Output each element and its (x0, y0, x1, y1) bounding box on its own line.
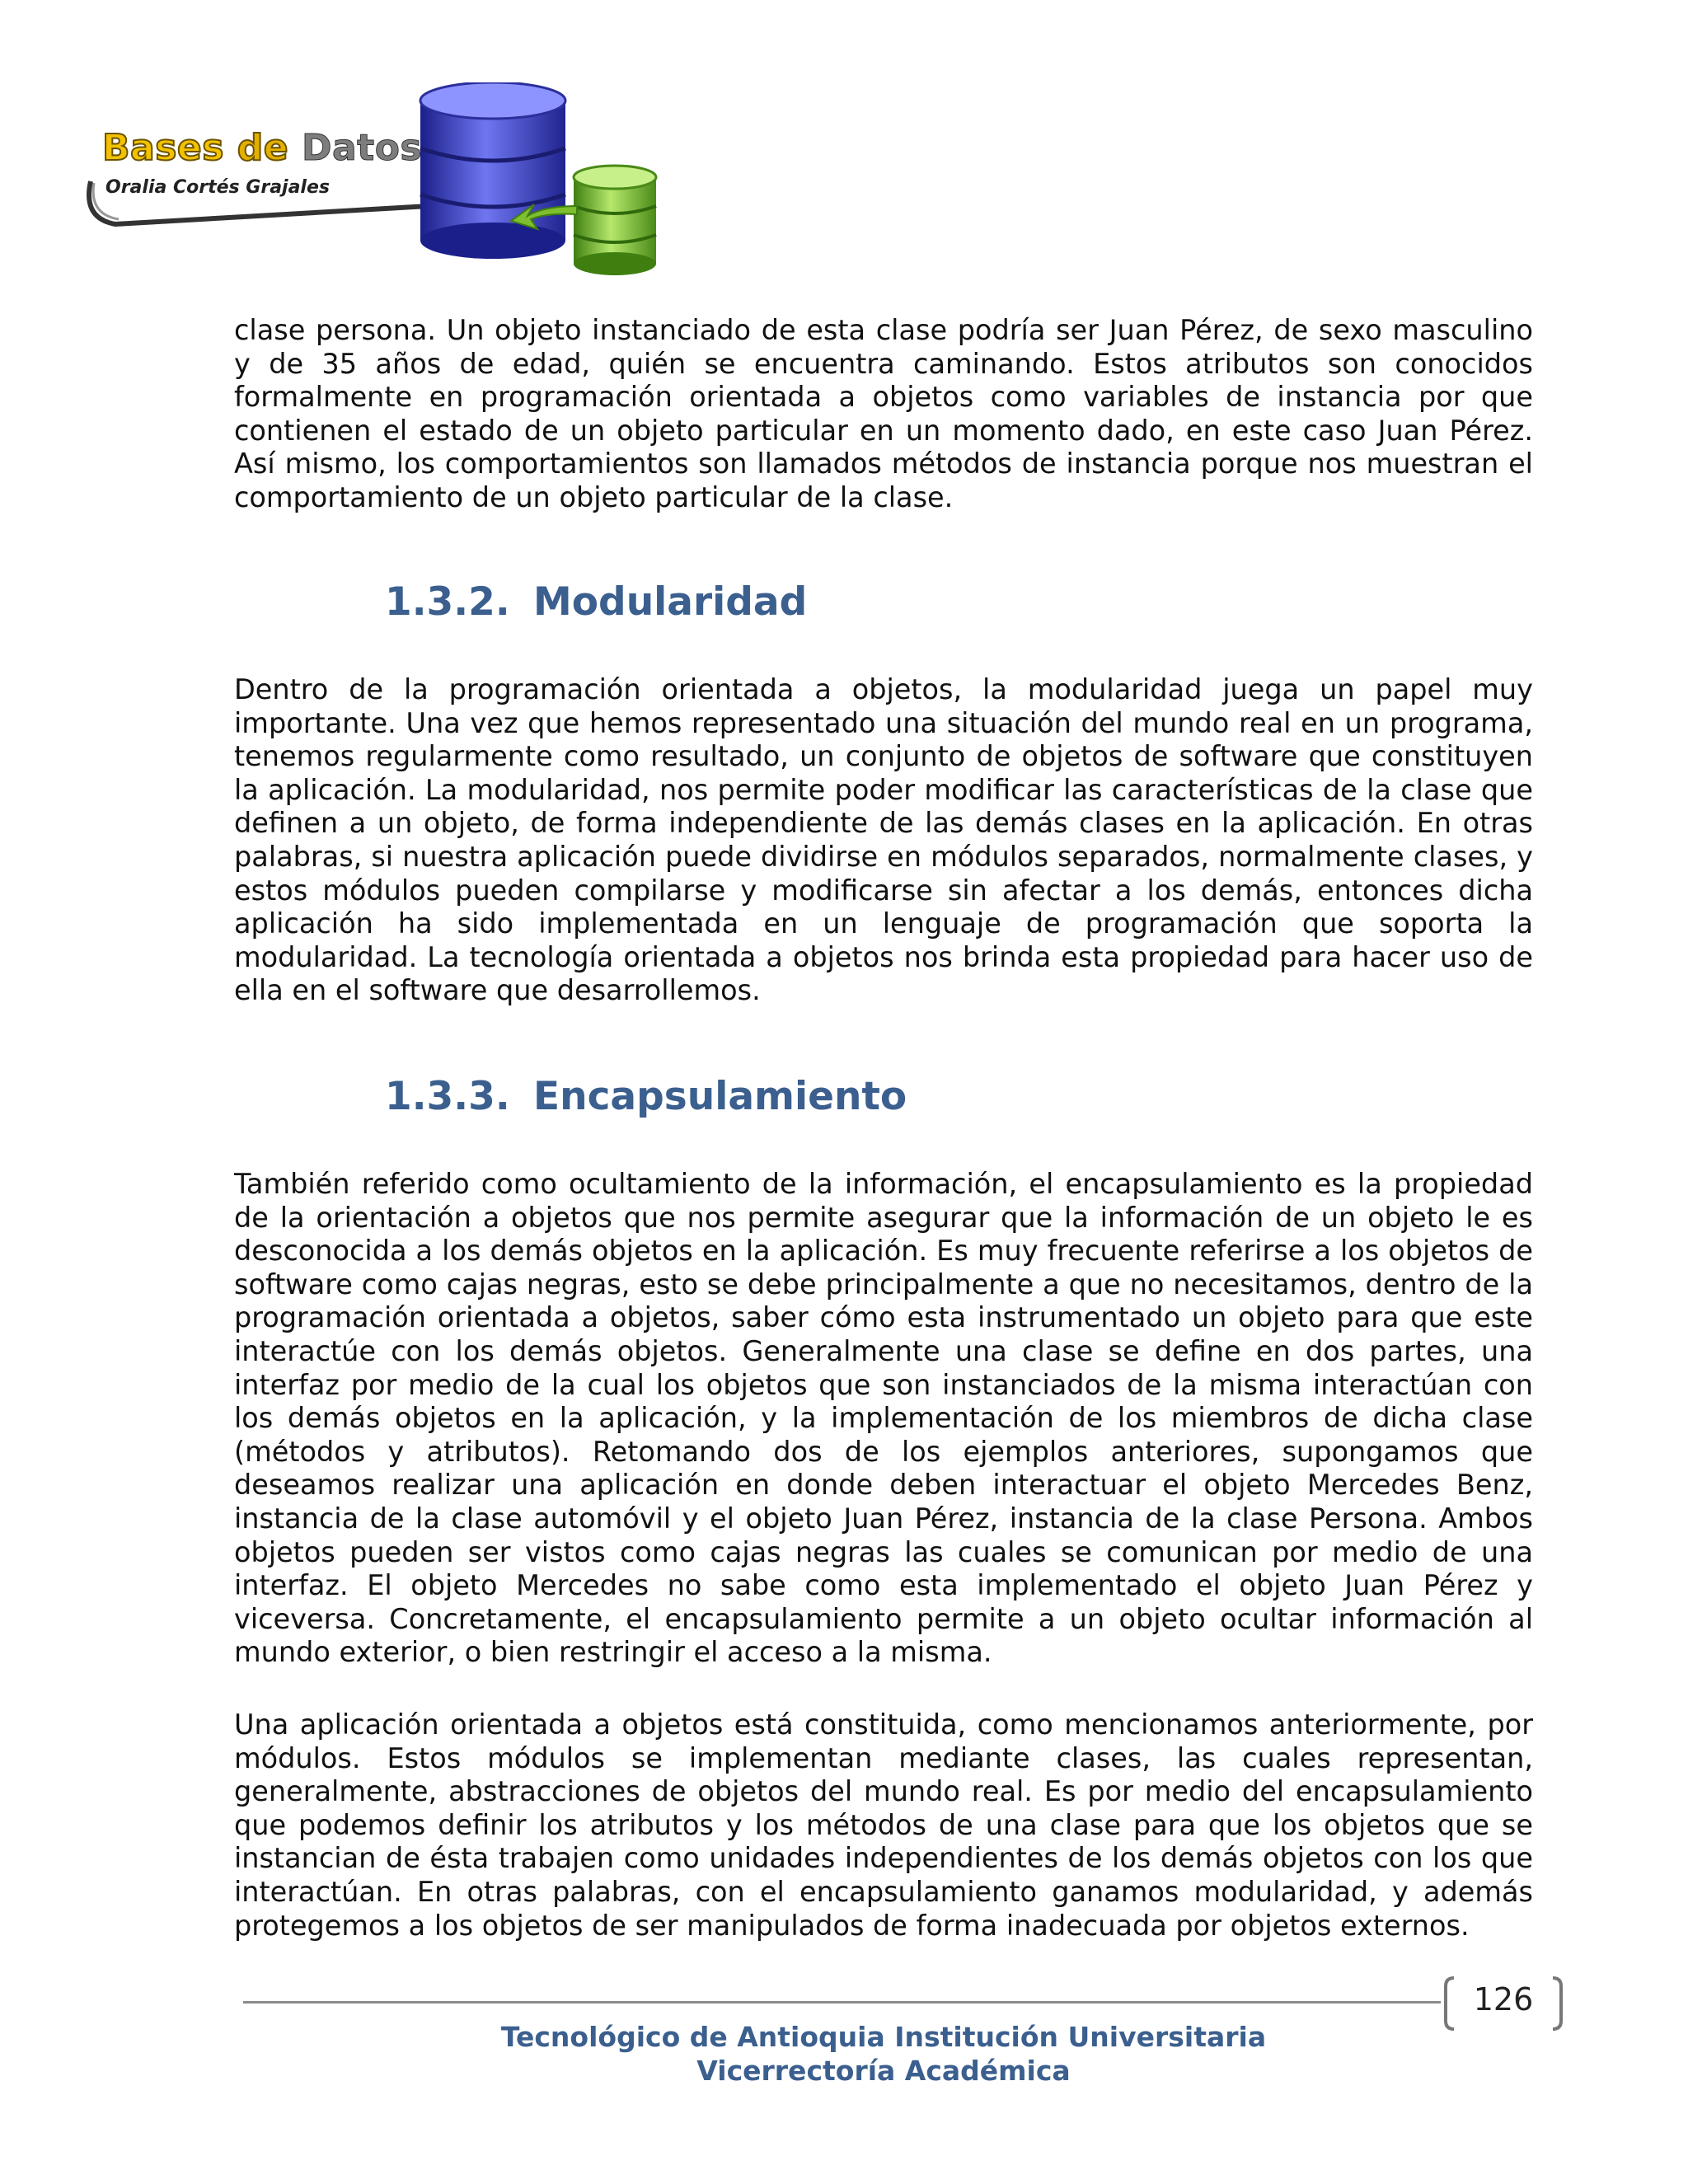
section-title: Modularidad (533, 579, 808, 625)
logo-word-2: de (237, 127, 289, 169)
header-logo (82, 82, 676, 280)
logo-title (102, 127, 422, 169)
footer-institution: Tecnológico de Antioquia Institución Universitaria (500, 2021, 1267, 2053)
encapsulamiento-paragraph-2: Una aplicación orientada a objetos está constituida, como mencionamos anteriormente, por módulos. Estos módulos se implementan mediante clases, las cuales representan, generalmente, abstracciones de objetos del mundo real. Es por medio del encapsulamiento que podemos definir los atributos y los métodos de una clase para que los objetos que se instancian de ésta trabajen como unidades independientes de los demás objetos con los que interactúan. En otras palabras, con el encapsulamiento ganamos modularidad, y además protegemos a los objetos de ser manipulados de forma inadecuada por objetos externos. (234, 1708, 1533, 1942)
encapsulamiento-paragraph-1: También referido como ocultamiento de la información, el encapsulamiento es la propiedad de la orientación a objetos que nos permite asegurar que la información de un objeto le es desconocida a los demás objetos en la aplicación. Es muy frecuente referirse a los objetos de software como cajas negras, esto se debe principalmente a que no necesitamos, dentro de la programación orientada a objetos, saber cómo esta instrumentado un objeto para que este interactúe con los demás objetos. Generalmente una clase se define en dos partes, una interfaz por medio de la cual los objetos que son instanciados de la misma interactúan con los demás objetos en la aplicación, y la implementación de los miembros de dicha clase (métodos y atributos). Retomando dos de los ejemplos anteriores, supongamos que deseamos realizar una aplicación en donde deben interactuar el objeto Mercedes Benz, instancia de la clase automóvil y el objeto Juan Pérez, instancia de la clase Persona. Ambos objetos pueden ser vistos como cajas negras las cuales se comunican por medio de una interfaz. El objeto Mercedes no sabe como esta implementado el objeto Juan Pérez y viceversa. Concretamente, el encapsulamiento permite a un objeto ocultar información al mundo exterior, o bien restringir el acceso a la misma. (234, 1168, 1533, 1669)
footer-divider (243, 2001, 1441, 2004)
logo-word-3: Datos (301, 127, 423, 169)
section-number: 1.3.3. (385, 1074, 510, 1119)
footer-department: Vicerrectoría Académica (696, 2055, 1071, 2087)
section-title: Encapsulamiento (533, 1074, 907, 1119)
section-number: 1.3.2. (385, 579, 510, 625)
database-small-icon (574, 166, 656, 275)
section-heading-encapsulamiento (385, 1074, 907, 1119)
logo-word-1: Bases (102, 127, 224, 169)
intro-paragraph: clase persona. Un objeto instanciado de esta clase podría ser Juan Pérez, de sexo masculino y de 35 años de edad, quién se encuentra caminando. Estos atributos son conocidos formalmente en programación orientada a objetos como variables de instancia por que contienen el estado de un objeto particular en un momento dado, en este caso Juan Pérez. Así mismo, los comportamientos son llamados métodos de instancia porque nos muestran el comportamiento de un objeto particular de la clase. (234, 314, 1533, 513)
logo-author: Oralia Cortés Grajales (106, 177, 330, 198)
modularidad-paragraph: Dentro de la programación orientada a objetos, la modularidad juega un papel muy importante. Una vez que hemos representado una situación del mundo real en un programa, tenemos regularmente como resultado, un conjunto de objetos de software que constituyen la aplicación. La modularidad, nos permite poder modificar las características de la clase que definen a un objeto, de forma independiente de las demás clases en la aplicación. En otras palabras, si nuestra aplicación puede dividirse en módulos separados, normalmente clases, y estos módulos pueden compilarse y modificarse sin afectar a los demás, entonces dicha aplicación ha sido implementada en un lenguaje de programación que soporta la modularidad. La tecnología orientada a objetos nos brinda esta propiedad para hacer uso de ella en el software que desarrollemos. (234, 673, 1533, 1007)
page-number: 126 (1473, 1981, 1534, 2018)
database-icon (420, 82, 565, 259)
section-heading-modularidad (385, 579, 807, 625)
